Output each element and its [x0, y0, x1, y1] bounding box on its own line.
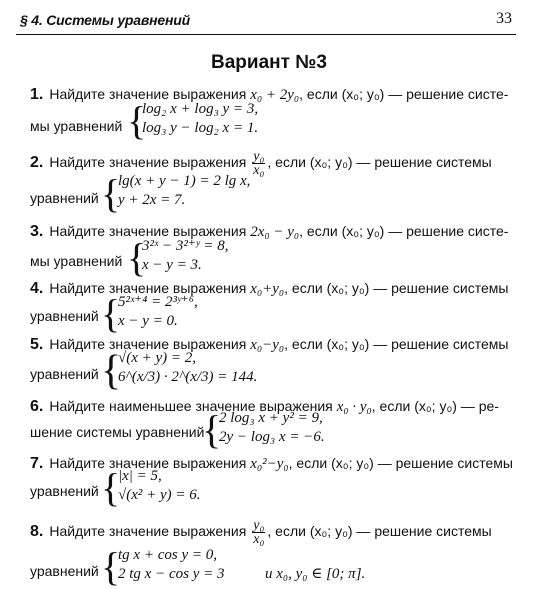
- system-brace: {: [101, 348, 122, 394]
- equation: |x| = 5,: [118, 468, 162, 484]
- system-brace: {: [101, 465, 121, 510]
- problem-number: 7.: [30, 455, 44, 472]
- header-rule: [16, 34, 516, 35]
- system-brace: {: [127, 235, 147, 280]
- equation: 5²ˣ⁺⁴ = 2³ʸ⁺⁶,: [118, 294, 198, 310]
- target-expression: 2x₀ − y₀: [250, 224, 300, 240]
- equation: 2y − log₃ x = −6.: [219, 429, 325, 445]
- problem-text-cont: шение системы уравнений: [30, 424, 205, 440]
- equation-system: [142, 100, 258, 138]
- problem-text: Найдите значение выражения: [49, 455, 247, 471]
- problem-number: 5.: [30, 336, 44, 353]
- problem-condition: , если (x₀; y₀) — решение системы: [267, 523, 492, 540]
- target-fraction: [252, 519, 265, 546]
- equation-system: [142, 237, 228, 275]
- domain-condition: и x₀, y₀ ∈ [0; π].: [265, 566, 366, 582]
- fraction-numerator: y₀: [253, 518, 265, 533]
- fraction-numerator: y₀: [253, 149, 265, 164]
- problem-number: 6.: [30, 398, 44, 415]
- equation: lg(x + y − 1) = 2 lg x,: [118, 173, 251, 189]
- equation-system: [118, 546, 224, 584]
- problem-condition: , если (x₀; y₀) — решение системы: [267, 154, 492, 171]
- target-expression: x₀ · y₀: [336, 399, 372, 415]
- system-brace: {: [101, 171, 121, 216]
- equation: 3²ˣ − 3²⁺ʸ = 8,: [142, 238, 229, 254]
- equation: tg x + cos y = 0,: [118, 547, 217, 563]
- problem-text-cont: мы уравнений: [30, 253, 123, 269]
- problem-number: 4.: [30, 280, 44, 297]
- problem-number: 3.: [30, 223, 44, 240]
- problem-text: Найдите значение выражения: [49, 223, 247, 239]
- equation: log₃ y − log₂ x = 1.: [142, 120, 259, 136]
- equation: 2 log₃ x + y² = 9,: [219, 410, 323, 426]
- system-brace: {: [202, 407, 222, 452]
- fraction-denominator: x₀: [253, 163, 265, 178]
- equation: √(x + y) = 2,: [118, 350, 197, 366]
- problem-number: 1.: [30, 86, 44, 103]
- target-expression: x₀²−y₀: [250, 456, 289, 472]
- equation-system: [118, 467, 201, 505]
- system-brace: {: [101, 291, 121, 336]
- problem-text: Найдите значение выражения: [49, 86, 247, 102]
- page-number: 33: [496, 10, 512, 27]
- problem-condition: , если (x₀; y₀) — решение системы: [288, 455, 513, 471]
- equation: y + 2x = 7.: [118, 192, 186, 208]
- problem-condition: , если (x₀; y₀) — решение систе-: [299, 223, 509, 239]
- equation: 2 tg x − cos y = 3: [118, 566, 225, 582]
- system-brace: {: [127, 98, 147, 143]
- system-brace: {: [101, 544, 121, 589]
- problem-text-cont: уравнений: [30, 190, 99, 206]
- target-expression: x₀+y₀: [250, 281, 285, 297]
- problem-condition: , если (x₀; y₀) — решение системы: [284, 336, 509, 352]
- target-expression: x₀ + 2y₀: [250, 87, 300, 103]
- equation-system: [118, 293, 198, 331]
- equation-system: [219, 409, 325, 447]
- target-expression: x₀−y₀: [250, 337, 285, 353]
- equation-system: [118, 172, 250, 210]
- equation: 6^(x/3) · 2^(x/3) = 144.: [118, 369, 258, 385]
- problem-text-cont: мы уравнений: [30, 118, 123, 134]
- equation: x − y = 0.: [118, 313, 178, 329]
- problem-text: Найдите значение выражения: [49, 523, 247, 540]
- problem-text-cont: уравнений: [30, 563, 99, 579]
- problem-number: 2.: [30, 154, 44, 172]
- problem-condition: , если (x₀; y₀) — ре-: [371, 398, 499, 414]
- equation: log₂ x + log₃ y = 3,: [142, 101, 259, 117]
- problem-text-cont: уравнений: [30, 483, 99, 499]
- problem-text-cont: уравнений: [30, 366, 99, 382]
- problem-text: Найдите наименьшее значение выражения: [49, 398, 333, 414]
- target-fraction: [252, 150, 265, 177]
- problem-condition: , если (x₀; y₀) — решение системы: [284, 280, 509, 296]
- problem-text: Найдите значение выражения: [49, 336, 247, 352]
- equation-system: [118, 349, 257, 387]
- problem-condition: , если (x₀; y₀) — решение систе-: [299, 86, 509, 102]
- fraction-denominator: x₀: [253, 532, 265, 547]
- problem-number: 8.: [30, 523, 44, 541]
- equation: x − y = 3.: [142, 257, 202, 273]
- problem-text-cont: уравнений: [30, 308, 99, 324]
- equation: √(x² + y) = 6.: [118, 487, 201, 503]
- problem-text: Найдите значение выражения: [49, 280, 247, 296]
- section-header: § 4. Системы уравнений: [20, 12, 190, 28]
- problem-text: Найдите значение выражения: [49, 154, 247, 171]
- variant-title: Вариант №3: [211, 52, 327, 73]
